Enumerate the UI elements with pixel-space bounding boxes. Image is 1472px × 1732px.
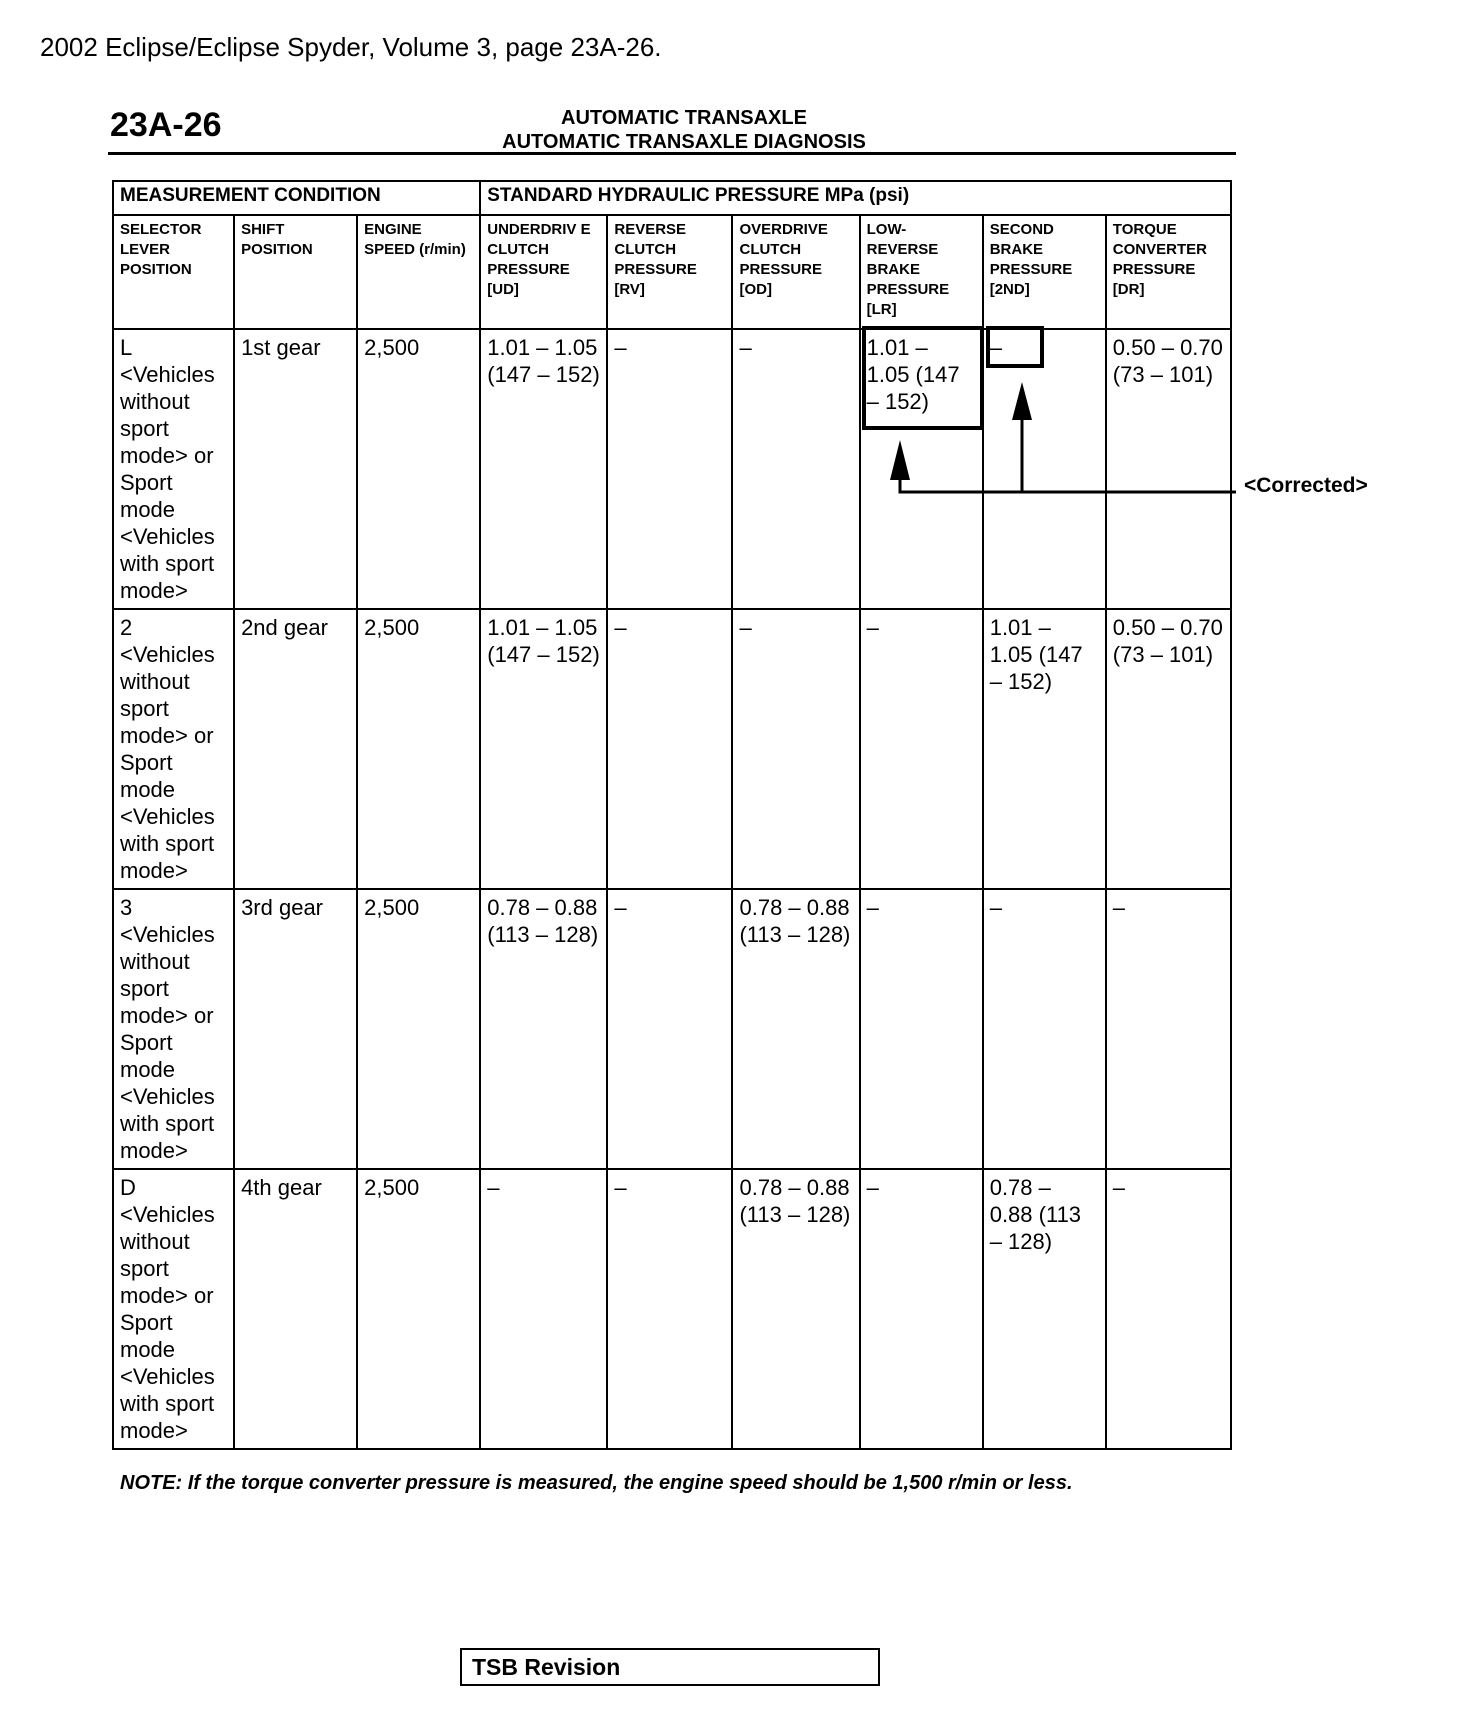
arrow-up-icon bbox=[890, 440, 910, 480]
note-text: NOTE: If the torque converter pressure is measured, the engine speed should be 1,500 r/min or less. bbox=[120, 1472, 1073, 1494]
cell-shift: 1st gear bbox=[234, 329, 357, 609]
cell-od: 0.78 – 0.88 (113 – 128) bbox=[732, 1169, 859, 1449]
cell-lr: – bbox=[860, 1169, 983, 1449]
col-overdrive-clutch: OVERDRIVE CLUTCH PRESSURE [OD] bbox=[732, 215, 859, 329]
cell-second: – bbox=[983, 329, 1106, 609]
arrow-up-icon bbox=[1012, 382, 1032, 420]
cell-rv: – bbox=[607, 1169, 732, 1449]
cell-shift: 3rd gear bbox=[234, 889, 357, 1169]
page-number: 23A-26 bbox=[110, 106, 222, 144]
cell-dr: 0.50 – 0.70 (73 – 101) bbox=[1106, 609, 1231, 889]
cell-shift: 2nd gear bbox=[234, 609, 357, 889]
cell-selector: D <Vehicles without sport mode> or Sport mode <Vehicles with sport mode> bbox=[113, 1169, 234, 1449]
source-line: 2002 Eclipse/Eclipse Spyder, Volume 3, page 23A-26. bbox=[40, 32, 662, 62]
col-reverse-clutch: REVERSE CLUTCH PRESSURE [RV] bbox=[607, 215, 732, 329]
cell-dr: – bbox=[1106, 1169, 1231, 1449]
col-second-brake: SECOND BRAKE PRESSURE [2ND] bbox=[983, 215, 1106, 329]
cell-selector: 3 <Vehicles without sport mode> or Sport mode <Vehicles with sport mode> bbox=[113, 889, 234, 1169]
col-torque-converter: TORQUE CONVERTER PRESSURE [DR] bbox=[1106, 215, 1231, 329]
cell-second: – bbox=[983, 889, 1106, 1169]
cell-selector: 2 <Vehicles without sport mode> or Sport mode <Vehicles with sport mode> bbox=[113, 609, 234, 889]
cell-speed: 2,500 bbox=[357, 609, 480, 889]
tsb-revision-box: TSB Revision bbox=[460, 1648, 880, 1686]
cell-second: 1.01 – 1.05 (147 – 152) bbox=[983, 609, 1106, 889]
cell-rv: – bbox=[607, 889, 732, 1169]
cell-ud: 1.01 – 1.05 (147 – 152) bbox=[480, 609, 607, 889]
measurement-condition-header: MEASUREMENT CONDITION bbox=[113, 181, 480, 215]
cell-lr: – bbox=[860, 889, 983, 1169]
cell-ud: 0.78 – 0.88 (113 – 128) bbox=[480, 889, 607, 1169]
cell-second: 0.78 – 0.88 (113 – 128) bbox=[983, 1169, 1106, 1449]
cell-speed: 2,500 bbox=[357, 889, 480, 1169]
section-title-line1: AUTOMATIC TRANSAXLE bbox=[561, 107, 807, 129]
cell-dr: – bbox=[1106, 889, 1231, 1169]
col-shift-position: SHIFT POSITION bbox=[234, 215, 357, 329]
cell-rv: – bbox=[607, 329, 732, 609]
cell-lr: – bbox=[860, 609, 983, 889]
standard-pressure-header: STANDARD HYDRAULIC PRESSURE MPa (psi) bbox=[480, 181, 1231, 215]
col-selector-lever-position: SELECTOR LEVER POSITION bbox=[113, 215, 234, 329]
col-low-reverse-brake: LOW-REVERSE BRAKE PRESSURE [LR] bbox=[860, 215, 983, 329]
cell-speed: 2,500 bbox=[357, 329, 480, 609]
cell-selector: L <Vehicles without sport mode> or Sport mode <Vehicles with sport mode> bbox=[113, 329, 234, 609]
col-engine-speed: ENGINE SPEED (r/min) bbox=[357, 215, 480, 329]
cell-lr: 1.01 – 1.05 (147 – 152) bbox=[860, 329, 983, 609]
cell-ud: – bbox=[480, 1169, 607, 1449]
cell-od: – bbox=[732, 609, 859, 889]
cell-speed: 2,500 bbox=[357, 1169, 480, 1449]
section-title-line2: AUTOMATIC TRANSAXLE DIAGNOSIS bbox=[502, 131, 866, 153]
cell-dr: 0.50 – 0.70 (73 – 101) bbox=[1106, 329, 1231, 609]
cell-rv: – bbox=[607, 609, 732, 889]
cell-shift: 4th gear bbox=[234, 1169, 357, 1449]
col-underdrive-clutch: UNDERDRIV E CLUTCH PRESSURE [UD] bbox=[480, 215, 607, 329]
corrected-label: <Corrected> bbox=[1244, 474, 1368, 497]
cell-ud: 1.01 – 1.05 (147 – 152) bbox=[480, 329, 607, 609]
cell-od: – bbox=[732, 329, 859, 609]
cell-od: 0.78 – 0.88 (113 – 128) bbox=[732, 889, 859, 1169]
callout-leader-line bbox=[900, 456, 1236, 492]
